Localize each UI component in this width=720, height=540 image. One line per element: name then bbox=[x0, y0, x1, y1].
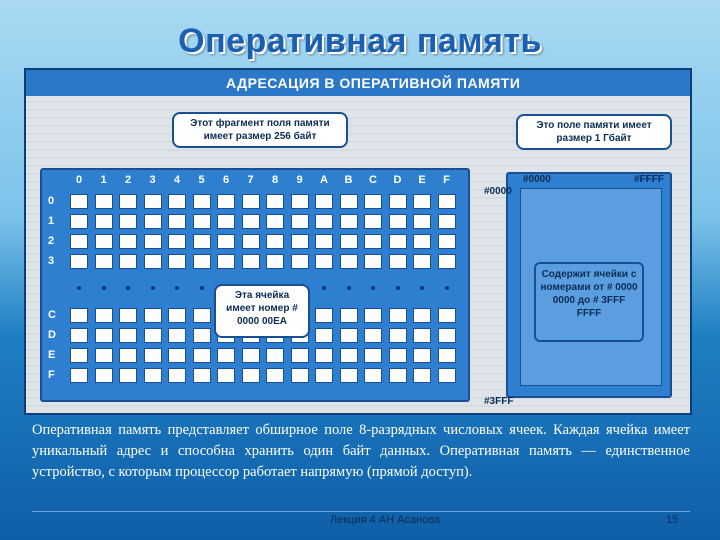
col-header: A bbox=[320, 174, 328, 186]
ellipsis-dot bbox=[371, 286, 375, 290]
memory-cell bbox=[119, 348, 137, 363]
memory-cell bbox=[95, 348, 113, 363]
memory-cell bbox=[389, 328, 407, 343]
memory-cell bbox=[364, 368, 382, 383]
memory-cell bbox=[144, 368, 162, 383]
memory-cell bbox=[364, 234, 382, 249]
memory-cell bbox=[389, 214, 407, 229]
memory-cell bbox=[389, 254, 407, 269]
memory-cell bbox=[340, 328, 358, 343]
memory-cell bbox=[70, 214, 88, 229]
memory-cell bbox=[291, 348, 309, 363]
memory-cell bbox=[291, 214, 309, 229]
memory-cell bbox=[144, 308, 162, 323]
memory-cell bbox=[413, 254, 431, 269]
memory-cell bbox=[340, 254, 358, 269]
memory-cell bbox=[413, 214, 431, 229]
memory-addressing-figure bbox=[26, 70, 690, 413]
memory-cell bbox=[70, 254, 88, 269]
col-header: E bbox=[418, 174, 426, 186]
col-header: 0 bbox=[75, 174, 83, 186]
ellipsis-dot bbox=[396, 286, 400, 290]
memory-cell bbox=[168, 254, 186, 269]
footer-lecture: Лекция 4 АН Асанова bbox=[330, 514, 441, 526]
memory-cell bbox=[144, 214, 162, 229]
memory-cell bbox=[315, 234, 333, 249]
contains-note: Содержит ячейки с номерами от # 0000 0000 до # 3FFF FFFF bbox=[534, 262, 644, 342]
memory-cell bbox=[168, 348, 186, 363]
memory-cell bbox=[291, 368, 309, 383]
memory-cell bbox=[340, 368, 358, 383]
ellipsis-dot bbox=[322, 286, 326, 290]
callout-field: Это поле памяти имеет размер 1 Гбайт bbox=[516, 114, 672, 150]
memory-cell bbox=[193, 254, 211, 269]
memory-cell bbox=[70, 234, 88, 249]
memory-cell bbox=[315, 194, 333, 209]
memory-cell bbox=[70, 348, 88, 363]
memory-cell bbox=[413, 328, 431, 343]
memory-cell bbox=[315, 214, 333, 229]
col-header: 4 bbox=[173, 174, 181, 186]
memory-cell bbox=[168, 234, 186, 249]
ellipsis-dot bbox=[175, 286, 179, 290]
col-header: 6 bbox=[222, 174, 230, 186]
col-header: B bbox=[344, 174, 353, 186]
col-header: 9 bbox=[296, 174, 303, 186]
memory-cell bbox=[193, 194, 211, 209]
row-header: 0 bbox=[48, 195, 55, 207]
col-header: 8 bbox=[271, 174, 279, 186]
row-header: C bbox=[48, 309, 56, 321]
memory-cell bbox=[438, 328, 456, 343]
memory-cell bbox=[168, 194, 186, 209]
row-header: 2 bbox=[48, 235, 55, 247]
memory-cell bbox=[413, 234, 431, 249]
memory-cell bbox=[217, 234, 235, 249]
ellipsis-dot bbox=[445, 286, 449, 290]
ellipsis-dot bbox=[200, 286, 204, 290]
col-header: C bbox=[369, 174, 377, 186]
memory-cell bbox=[291, 194, 309, 209]
memory-cell bbox=[315, 308, 333, 323]
memory-cell bbox=[389, 308, 407, 323]
memory-cell bbox=[70, 308, 88, 323]
ellipsis-dot bbox=[126, 286, 130, 290]
memory-cell bbox=[119, 214, 137, 229]
memory-cell bbox=[242, 194, 260, 209]
page-number: 15 bbox=[666, 514, 679, 526]
memory-cell bbox=[144, 348, 162, 363]
memory-cell bbox=[340, 214, 358, 229]
memory-cell bbox=[340, 348, 358, 363]
row-header: F bbox=[48, 369, 55, 381]
addr-0000-left-label: #0000 bbox=[484, 186, 512, 197]
memory-cell bbox=[168, 308, 186, 323]
addr-ffff-label: #FFFF bbox=[634, 174, 664, 185]
memory-cell bbox=[95, 368, 113, 383]
row-header: 3 bbox=[48, 255, 55, 267]
memory-cell bbox=[315, 328, 333, 343]
addr-3fff-label: #3FFF bbox=[484, 396, 514, 407]
memory-cell bbox=[95, 254, 113, 269]
memory-cell bbox=[119, 194, 137, 209]
memory-cell bbox=[364, 328, 382, 343]
col-header: 5 bbox=[198, 174, 205, 186]
memory-cell bbox=[144, 194, 162, 209]
memory-cell bbox=[413, 308, 431, 323]
memory-cell bbox=[413, 348, 431, 363]
memory-cell bbox=[95, 234, 113, 249]
memory-cell bbox=[95, 194, 113, 209]
memory-cell bbox=[438, 368, 456, 383]
memory-cell bbox=[438, 308, 456, 323]
memory-cell bbox=[217, 368, 235, 383]
body-paragraph: Оперативная память представляет обширное поле 8-разрядных числовых ячеек. Каждая ячейка имеет уникальный адрес и способна хранить один байт данных. Оперативная память — единственное устройство, с которым процессор работает напрямую (прямой доступ). bbox=[32, 422, 690, 480]
memory-cell bbox=[340, 234, 358, 249]
memory-cell bbox=[438, 254, 456, 269]
memory-cell bbox=[364, 214, 382, 229]
memory-cell bbox=[438, 348, 456, 363]
memory-cell bbox=[70, 194, 88, 209]
memory-cell bbox=[193, 214, 211, 229]
memory-cell bbox=[242, 254, 260, 269]
memory-cell bbox=[438, 194, 456, 209]
ellipsis-dot bbox=[420, 286, 424, 290]
memory-cell bbox=[95, 308, 113, 323]
memory-cell bbox=[193, 234, 211, 249]
memory-cell bbox=[193, 348, 211, 363]
memory-cell bbox=[242, 214, 260, 229]
memory-cell bbox=[438, 214, 456, 229]
footer-divider bbox=[32, 511, 690, 512]
memory-cell bbox=[217, 348, 235, 363]
memory-cell bbox=[364, 348, 382, 363]
memory-cell bbox=[340, 194, 358, 209]
memory-cell bbox=[70, 368, 88, 383]
memory-cell bbox=[70, 328, 88, 343]
memory-cell bbox=[119, 328, 137, 343]
memory-cell bbox=[168, 328, 186, 343]
col-header: 7 bbox=[247, 174, 254, 186]
memory-cell bbox=[144, 234, 162, 249]
memory-cell bbox=[315, 254, 333, 269]
callout-cell: Эта ячейка имеет номер # 0000 00EA bbox=[214, 284, 310, 338]
memory-cell bbox=[193, 368, 211, 383]
memory-cell bbox=[242, 348, 260, 363]
memory-cell bbox=[242, 234, 260, 249]
memory-cell bbox=[266, 194, 284, 209]
memory-cell bbox=[95, 214, 113, 229]
addr-0000-label: #0000 bbox=[523, 174, 551, 185]
memory-cell bbox=[389, 348, 407, 363]
memory-cell bbox=[438, 234, 456, 249]
memory-cell bbox=[340, 308, 358, 323]
memory-cell bbox=[217, 194, 235, 209]
memory-cell bbox=[119, 368, 137, 383]
memory-cell bbox=[266, 214, 284, 229]
memory-cell bbox=[315, 348, 333, 363]
memory-cell bbox=[217, 214, 235, 229]
memory-cell bbox=[168, 368, 186, 383]
memory-cell bbox=[291, 234, 309, 249]
row-header: D bbox=[48, 329, 56, 341]
memory-cell bbox=[413, 194, 431, 209]
memory-cell bbox=[266, 348, 284, 363]
col-header: 1 bbox=[100, 174, 107, 186]
col-header: 3 bbox=[149, 174, 156, 186]
memory-cell bbox=[144, 254, 162, 269]
memory-cell bbox=[95, 328, 113, 343]
memory-cell bbox=[364, 194, 382, 209]
memory-cell bbox=[193, 328, 211, 343]
memory-cell bbox=[389, 234, 407, 249]
memory-cell bbox=[389, 368, 407, 383]
ellipsis-dot bbox=[102, 286, 106, 290]
memory-cell bbox=[291, 254, 309, 269]
memory-cell bbox=[413, 368, 431, 383]
memory-cell bbox=[389, 194, 407, 209]
memory-cell bbox=[119, 234, 137, 249]
memory-cell bbox=[315, 368, 333, 383]
memory-cell bbox=[119, 254, 137, 269]
memory-cell bbox=[168, 214, 186, 229]
memory-cell bbox=[266, 254, 284, 269]
memory-cell bbox=[119, 308, 137, 323]
col-header: D bbox=[393, 174, 402, 186]
memory-cell bbox=[144, 328, 162, 343]
row-header: E bbox=[48, 349, 56, 361]
col-header: F bbox=[443, 174, 450, 186]
memory-cell bbox=[242, 368, 260, 383]
col-header: 2 bbox=[124, 174, 132, 186]
callout-fragment: Этот фрагмент поля памяти имеет размер 256 байт bbox=[172, 112, 348, 148]
memory-cell bbox=[364, 254, 382, 269]
memory-cell bbox=[266, 234, 284, 249]
ellipsis-dot bbox=[77, 286, 81, 290]
ellipsis-dot bbox=[347, 286, 351, 290]
row-header: 1 bbox=[48, 215, 55, 227]
ellipsis-dot bbox=[151, 286, 155, 290]
memory-cell bbox=[217, 254, 235, 269]
memory-cell bbox=[193, 308, 211, 323]
memory-cell bbox=[364, 308, 382, 323]
figure-banner: АДРЕСАЦИЯ В ОПЕРАТИВНОЙ ПАМЯТИ bbox=[26, 70, 690, 96]
memory-cell bbox=[266, 368, 284, 383]
slide-title: Оперативная память bbox=[178, 22, 542, 60]
